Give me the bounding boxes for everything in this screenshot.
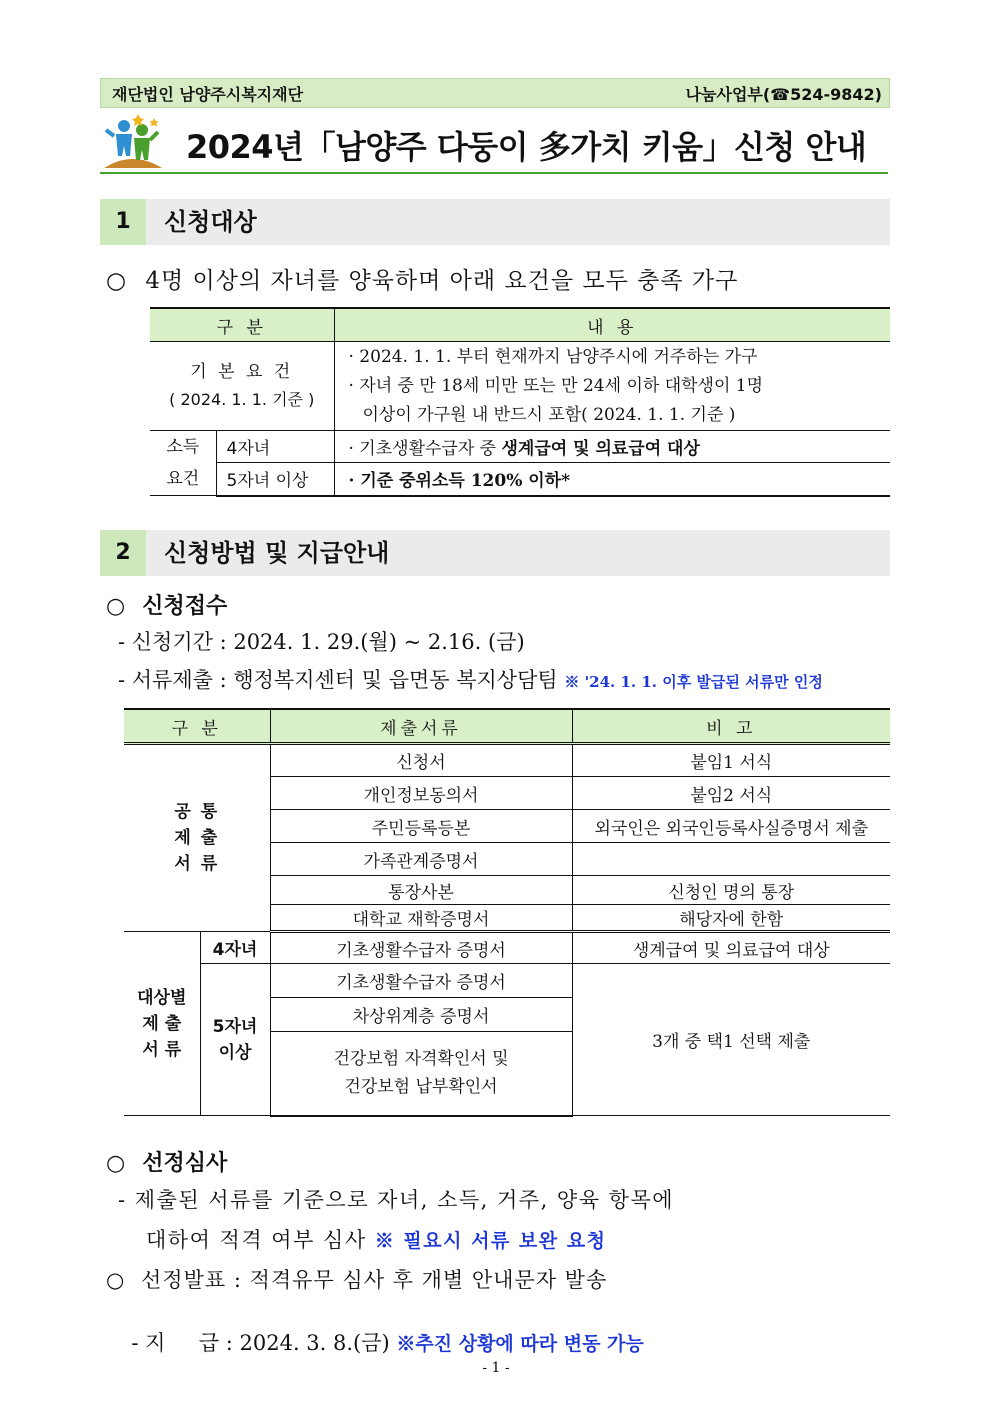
circle-bullet-icon: ○: [106, 268, 128, 294]
four-children-label: 4자녀: [200, 932, 270, 964]
document-remark: 생계급여 및 의료급여 대상: [572, 932, 890, 964]
table-header-documents: 제출서류: [270, 709, 572, 744]
table-row: [124, 932, 890, 964]
review-line-1: - 제출된 서류를 기준으로 자녀, 소득, 거주, 양육 항목에: [118, 1188, 675, 1212]
eligibility-intro: ○ 4명 이상의 자녀를 양육하며 아래 요건을 모두 충족 가구: [106, 268, 739, 294]
document-name: 기초생활수급자 증명서: [270, 932, 572, 964]
table-row: [124, 744, 890, 777]
table-row: [124, 964, 890, 998]
common-documents-label: 공 통 제 출 서 류: [124, 744, 270, 932]
table-header-remarks: 비 고: [572, 709, 890, 744]
required-documents-table: [124, 708, 890, 1117]
review-line-2: 대하여 적격 여부 심사 ※ 필요시 서류 보완 요청: [146, 1228, 607, 1252]
document-name: 기초생활수급자 증명서: [270, 964, 572, 998]
section-1-number: 1: [100, 199, 146, 245]
phone-icon: ☎: [770, 85, 791, 104]
five-children-label: 5자녀 이상: [200, 964, 270, 1116]
department-contact: 나눔사업부(☎524-9842): [685, 85, 882, 104]
document-name: 가족관계증명서: [270, 843, 572, 876]
document-name: 대학교 재학증명서: [270, 905, 572, 932]
document-remark: 해당자에 한함: [572, 905, 890, 932]
document-name: 차상위계층 증명서: [270, 998, 572, 1032]
table-row: [150, 342, 890, 431]
target-documents-label: 대상별 제 출 서 류: [124, 932, 200, 1116]
section-2-title: 신청방법 및 지급안내: [164, 539, 390, 567]
document-remark: 붙임2 서식: [572, 777, 890, 810]
four-children-content: · 기초생활수급자 중 생계급여 및 의료급여 대상: [334, 431, 890, 463]
document-submission: - 서류제출 : 행정복지센터 및 읍면동 복지상담팀 ※ '24. 1. 1. 이후 발급된 서류만 인정: [118, 668, 823, 692]
table-header-category: 구 분: [150, 308, 334, 342]
foundation-logo: [100, 110, 166, 172]
application-period: - 신청기간 : 2024. 1. 29.(월) ~ 2.16. (금): [118, 630, 525, 654]
organization-name: 재단법인 남양주시복지재단: [112, 85, 304, 104]
circle-bullet-icon: ○: [106, 1268, 126, 1292]
document-name: 신청서: [270, 744, 572, 777]
document-name: 통장사본: [270, 876, 572, 905]
eligibility-table: [150, 307, 890, 497]
table-row: [150, 463, 890, 496]
table-header-category: 구 분: [124, 709, 270, 744]
document-remark: 신청인 명의 통장: [572, 876, 890, 905]
table-row: [150, 431, 890, 463]
basic-requirement-content: · 2024. 1. 1. 부터 현재까지 남양주시에 거주하는 가구 · 자녀 중 만 18세 미만 또는 만 24세 이하 대학생이 1명 이상이 가구원 내 반드시 포함( 2024. 1. 1. 기준 ): [334, 342, 890, 431]
document-remark: [572, 843, 890, 876]
five-children-label: 5자녀 이상: [216, 463, 334, 496]
document-name: 주민등록등본: [270, 810, 572, 843]
title-divider: [100, 172, 888, 174]
section-2-number: 2: [100, 530, 146, 576]
document-remark: 붙임1 서식: [572, 744, 890, 777]
four-children-label: 4자녀: [216, 431, 334, 463]
document-remark: 외국인은 외국인등록사실증명서 제출: [572, 810, 890, 843]
table-header-content: 내 용: [334, 308, 890, 342]
five-children-content: · 기준 중위소득 120% 이하*: [334, 463, 890, 496]
receipt-heading: ○ 신청접수: [106, 593, 228, 619]
basic-requirement-label: 기 본 요 건 ( 2024. 1. 1. 기준 ): [150, 342, 334, 431]
circle-bullet-icon: ○: [106, 594, 126, 619]
document-remark: 3개 중 택1 선택 제출: [572, 964, 890, 1116]
document-name: 건강보험 자격확인서 및 건강보험 납부확인서: [270, 1032, 572, 1116]
announcement-line: ○ 선정발표 : 적격유무 심사 후 개별 안내문자 발송: [106, 1268, 608, 1292]
page-number: - 1 -: [482, 1360, 510, 1376]
page-title: 2024년「남양주 다둥이 多가치 키움」신청 안내: [186, 128, 867, 166]
income-requirement-label: 소득 요건: [150, 431, 216, 496]
section-1-title: 신청대상: [164, 208, 257, 236]
review-heading: ○ 선정심사: [106, 1150, 228, 1176]
payment-line: - 지 급 : 2024. 3. 8.(금) ※추진 상황에 따라 변동 가능: [131, 1331, 644, 1355]
circle-bullet-icon: ○: [106, 1151, 126, 1176]
document-name: 개인정보동의서: [270, 777, 572, 810]
